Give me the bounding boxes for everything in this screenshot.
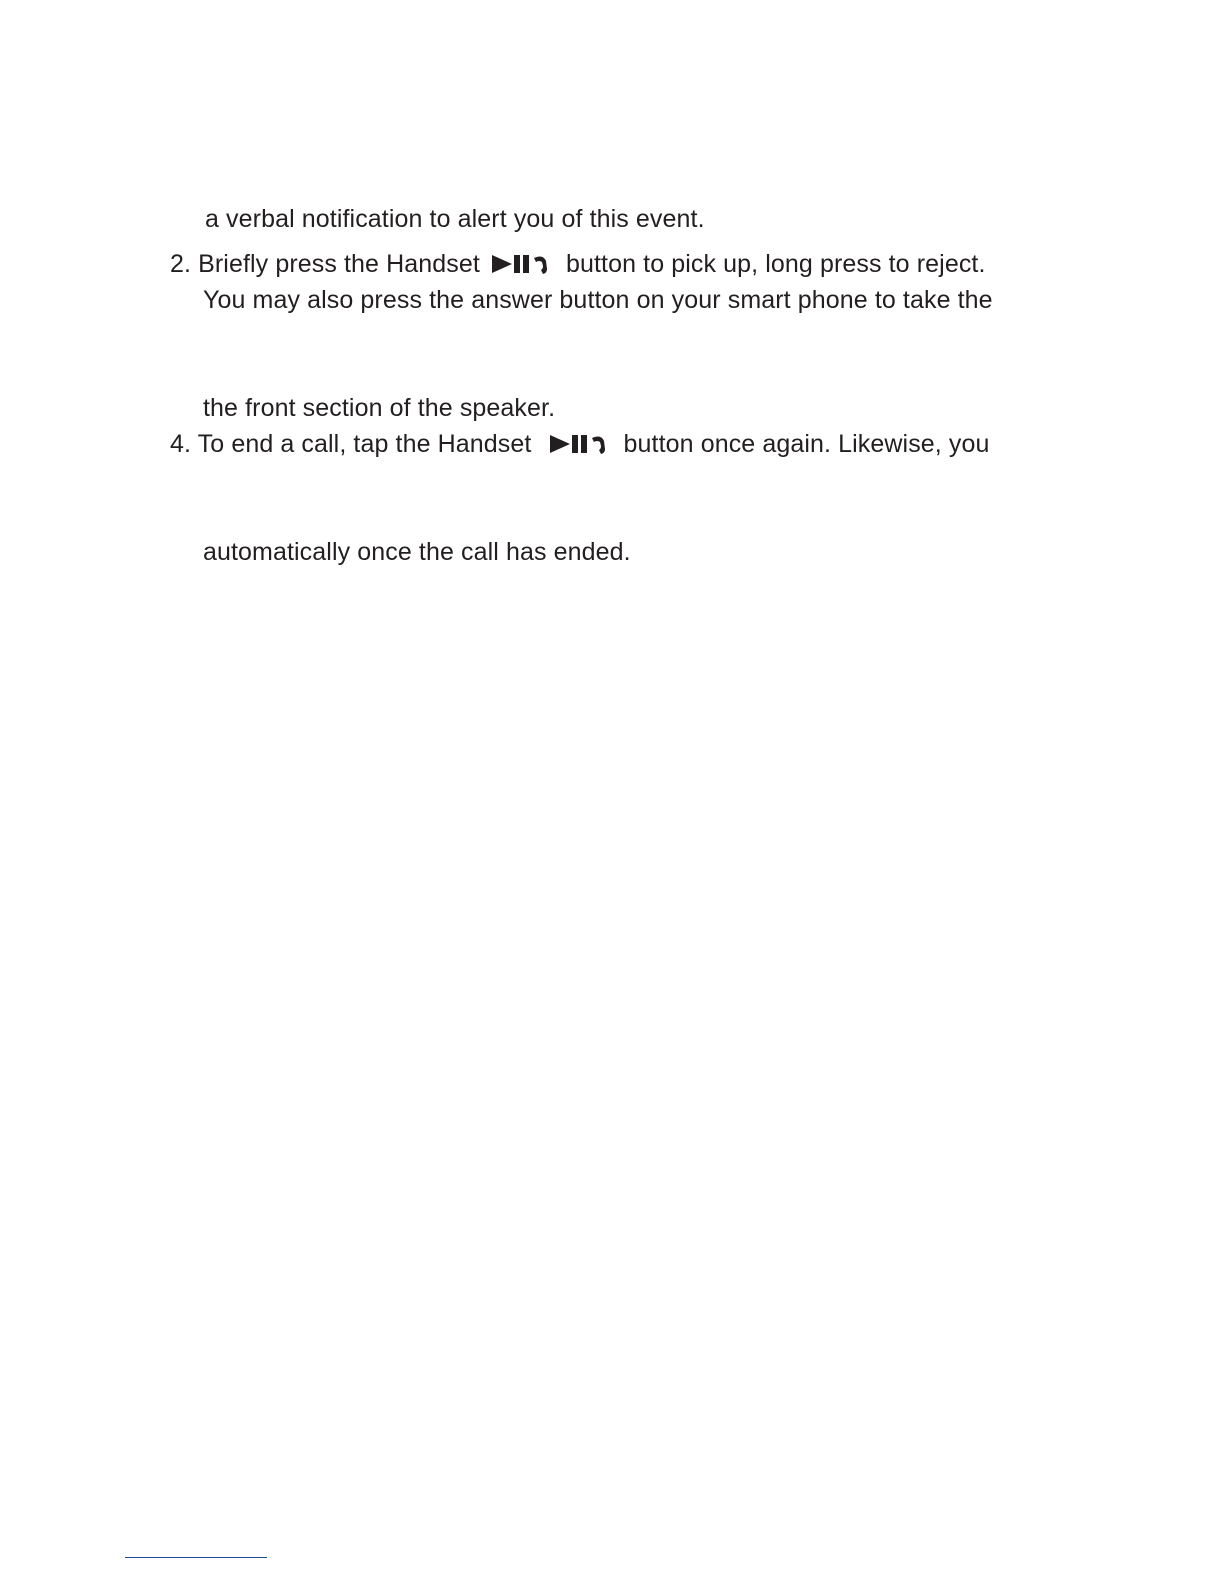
text-line-front-section — [203, 393, 555, 423]
list-item-4-text-after: button once again. Likewise, you — [623, 430, 990, 458]
text-line-notification-content: a verbal notification to alert you of this event. — [205, 205, 705, 233]
list-item-2-text-after: button to pick up, long press to reject. — [566, 250, 986, 278]
text-line-notification — [205, 204, 705, 234]
list-item-4 — [170, 429, 990, 459]
play-pause-phone-icon — [491, 253, 553, 275]
list-item-2-text-before: Briefly press the Handset — [198, 250, 480, 278]
text-line-answer — [203, 285, 993, 315]
text-line-call-ended-content: automatically once the call has ended. — [203, 538, 631, 566]
text-line-call-ended — [203, 537, 631, 567]
list-number: 4. — [170, 430, 192, 458]
list-item-4-text-before: To end a call, tap the Handset — [197, 430, 532, 458]
footer-divider — [125, 1557, 267, 1558]
list-number: 2. — [170, 250, 192, 278]
play-pause-phone-icon — [549, 433, 611, 455]
text-line-front-section-content: the front section of the speaker. — [203, 394, 556, 422]
text-line-answer-content: You may also press the answer button on your smart phone to take the — [203, 286, 993, 314]
list-item-2 — [170, 249, 986, 279]
